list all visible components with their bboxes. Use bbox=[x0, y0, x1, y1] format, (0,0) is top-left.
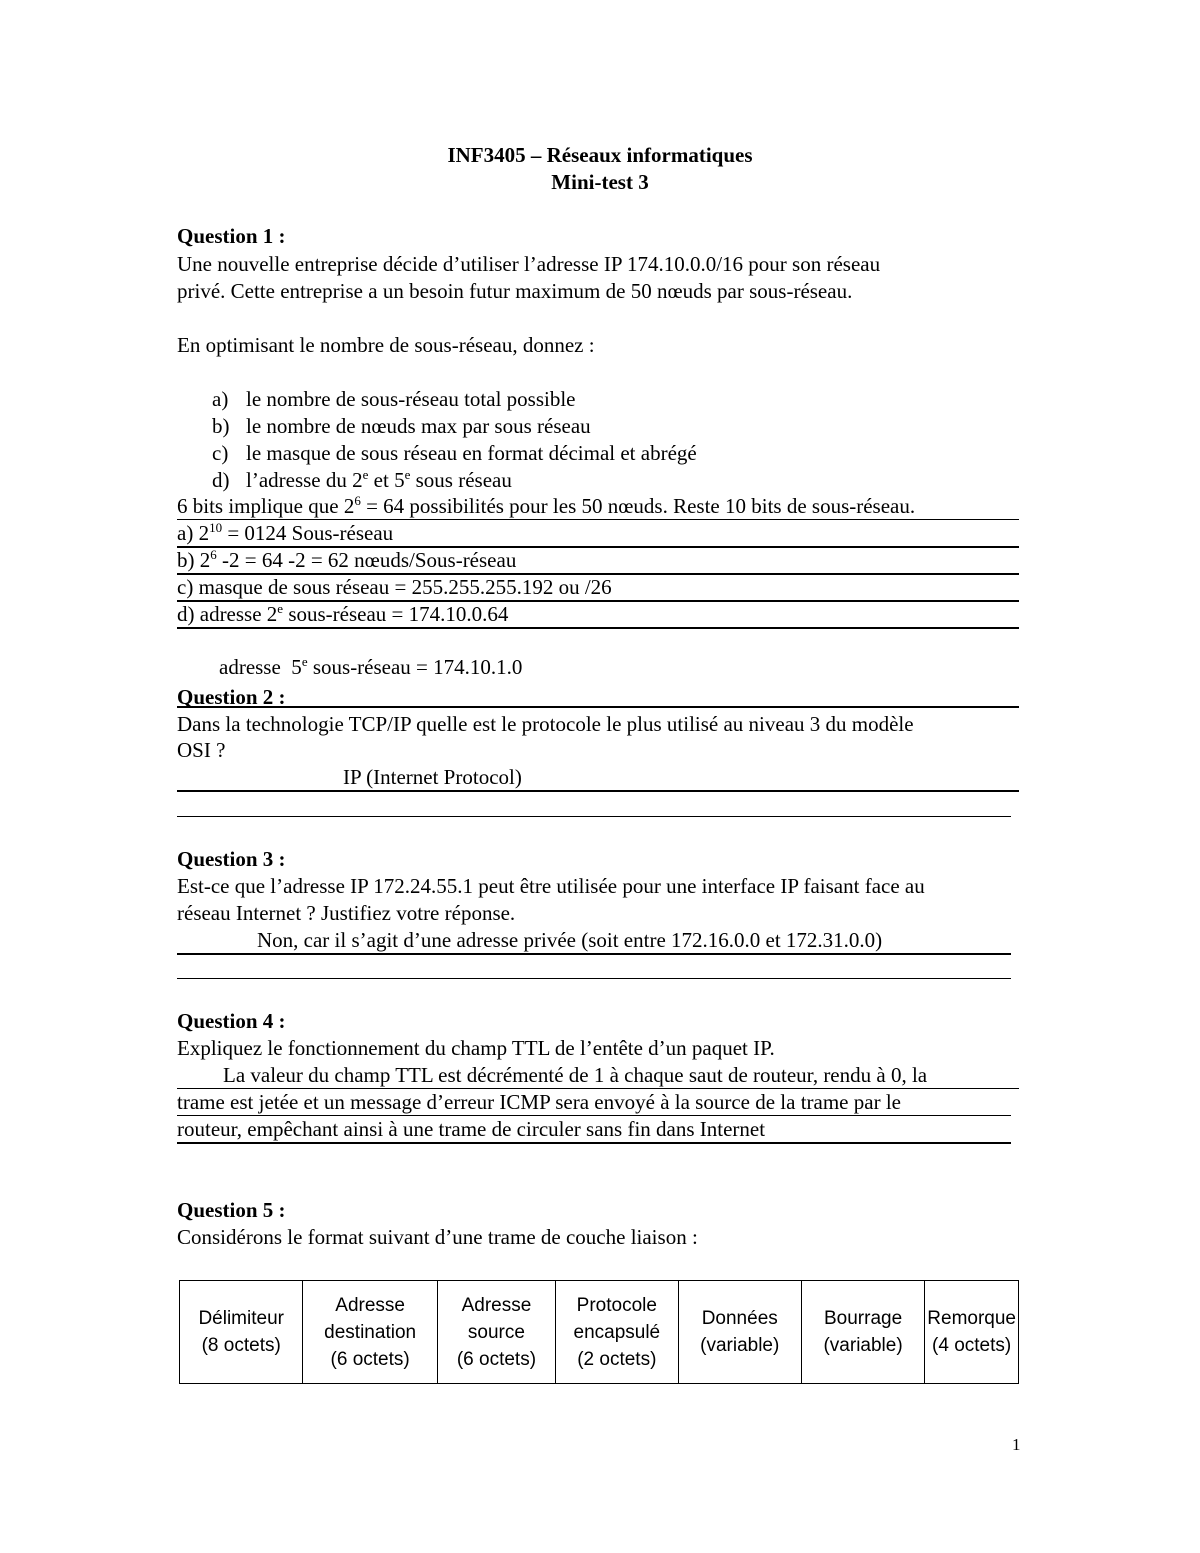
q3-blank-line bbox=[177, 978, 1011, 979]
q1-item-d-sup1: e bbox=[362, 467, 369, 482]
page-number: 1 bbox=[1012, 1435, 1021, 1454]
q1-answer-b-before: b) 2 bbox=[177, 548, 211, 572]
q1-answer-c: c) masque de sous réseau = 255.255.255.192 ou /26 bbox=[177, 574, 1019, 602]
frame-format-table bbox=[179, 1280, 1019, 1384]
q2-heading: Question 2 : bbox=[177, 685, 286, 709]
q1-item-d-sup2: e bbox=[404, 467, 411, 482]
q1-answer-d2 bbox=[177, 628, 1019, 708]
q1-item-b bbox=[212, 413, 591, 440]
q1-text-line1: Une nouvelle entreprise décide d’utiliser l’adresse IP 174.10.0.0/16 pour son réseau bbox=[177, 252, 881, 276]
q3-text-line2: réseau Internet ? Justifiez votre réponse. bbox=[177, 901, 516, 925]
field-encapsulated-protocol: Protocole encapsulé (2 octets) bbox=[556, 1281, 678, 1384]
q1-item-c-text: le masque de sous réseau en format décimal et abrégé bbox=[246, 441, 697, 465]
q3-heading: Question 3 : bbox=[177, 847, 286, 871]
q4-answer-line1: La valeur du champ TTL est décrémenté de 1 à chaque saut de routeur, rendu à 0, la bbox=[177, 1062, 1019, 1089]
q4-text: Expliquez le fonctionnement du champ TTL de l’entête d’un paquet IP. bbox=[177, 1036, 775, 1060]
q1-answer-d2-after: sous-réseau = 174.10.1.0 bbox=[307, 655, 523, 679]
q1-answer-d1-before: d) adresse 2 bbox=[177, 602, 278, 626]
q4-answer-line3: routeur, empêchant ainsi à une trame de circuler sans fin dans Internet bbox=[177, 1116, 1011, 1144]
field-source-address: Adresse source (6 octets) bbox=[437, 1281, 555, 1384]
q1-answer-b-after: -2 = 64 -2 = 62 nœuds/Sous-réseau bbox=[216, 548, 517, 572]
q1-answer-a-after: = 0124 Sous-réseau bbox=[222, 521, 394, 545]
q2-answer: IP (Internet Protocol) bbox=[177, 764, 1019, 792]
q1-item-a-label: a) bbox=[212, 387, 229, 411]
q2-text-line2: OSI ? bbox=[177, 738, 226, 762]
q1-item-b-label: b) bbox=[212, 414, 230, 438]
q1-answer-intro-after: = 64 possibilités pour les 50 nœuds. Reste 10 bits de sous-réseau. bbox=[360, 494, 916, 518]
field-trailer: Remorque (4 octets) bbox=[925, 1281, 1019, 1384]
course-title: INF3405 – Réseaux informatiques bbox=[447, 143, 753, 167]
q1-heading: Question 1 : bbox=[177, 224, 286, 248]
q1-prompt: En optimisant le nombre de sous-réseau, donnez : bbox=[177, 333, 595, 357]
q1-item-c bbox=[212, 440, 697, 467]
q1-item-d-text-before: l’adresse du 2 bbox=[246, 468, 363, 492]
q1-answer-a-before: a) 2 bbox=[177, 521, 210, 545]
q1-answer-d1-sup: e bbox=[277, 601, 284, 616]
q2-text-line1: Dans la technologie TCP/IP quelle est le protocole le plus utilisé au niveau 3 du modèle bbox=[177, 712, 914, 736]
q1-item-b-text: le nombre de nœuds max par sous réseau bbox=[246, 414, 591, 438]
q1-item-a bbox=[212, 386, 576, 413]
field-destination-address: Adresse destination (6 octets) bbox=[303, 1281, 437, 1384]
q1-item-a-text: le nombre de sous-réseau total possible bbox=[246, 387, 576, 411]
q1-item-d-text-after: sous réseau bbox=[410, 468, 512, 492]
q1-answer-b-sup: 6 bbox=[210, 547, 217, 562]
q1-answer-intro-before: 6 bits implique que 2 bbox=[177, 494, 355, 518]
q1-item-d bbox=[212, 467, 512, 494]
q3-text-line1: Est-ce que l’adresse IP 172.24.55.1 peut être utilisée pour une interface IP faisant face au bbox=[177, 874, 925, 898]
field-data: Données (variable) bbox=[678, 1281, 801, 1384]
q1-answer-d1-after: sous-réseau = 174.10.0.64 bbox=[283, 602, 509, 626]
q1-text-line2: privé. Cette entreprise a un besoin futur maximum de 50 nœuds par sous-réseau. bbox=[177, 279, 853, 303]
field-delimiter: Délimiteur (8 octets) bbox=[180, 1281, 303, 1384]
q1-answer-d2-sup: e bbox=[301, 654, 308, 669]
q5-text: Considérons le format suivant d’une trame de couche liaison : bbox=[177, 1225, 698, 1249]
q1-answer-intro bbox=[177, 493, 1019, 520]
field-padding: Bourrage (variable) bbox=[801, 1281, 924, 1384]
q1-answer-a bbox=[177, 520, 1019, 548]
q4-heading: Question 4 : bbox=[177, 1009, 286, 1033]
q1-answer-d2-before: adresse 5 bbox=[198, 655, 302, 679]
q1-item-d-label: d) bbox=[212, 468, 230, 492]
q2-blank-line bbox=[177, 816, 1011, 817]
q5-heading: Question 5 : bbox=[177, 1198, 286, 1222]
q1-answer-d1 bbox=[177, 601, 1019, 629]
q4-answer-line2: trame est jetée et un message d’erreur ICMP sera envoyé à la source de la trame par le bbox=[177, 1089, 1011, 1116]
q1-answer-a-sup: 10 bbox=[209, 520, 223, 535]
q3-answer: Non, car il s’agit d’une adresse privée (soit entre 172.16.0.0 et 172.31.0.0) bbox=[177, 927, 1011, 955]
q1-item-d-text-mid: et 5 bbox=[368, 468, 405, 492]
frame-format-row bbox=[180, 1281, 1019, 1384]
test-subtitle: Mini-test 3 bbox=[551, 170, 649, 194]
q1-item-c-label: c) bbox=[212, 441, 229, 465]
q1-answer-intro-sup: 6 bbox=[354, 493, 361, 508]
q1-answer-b bbox=[177, 547, 1019, 575]
